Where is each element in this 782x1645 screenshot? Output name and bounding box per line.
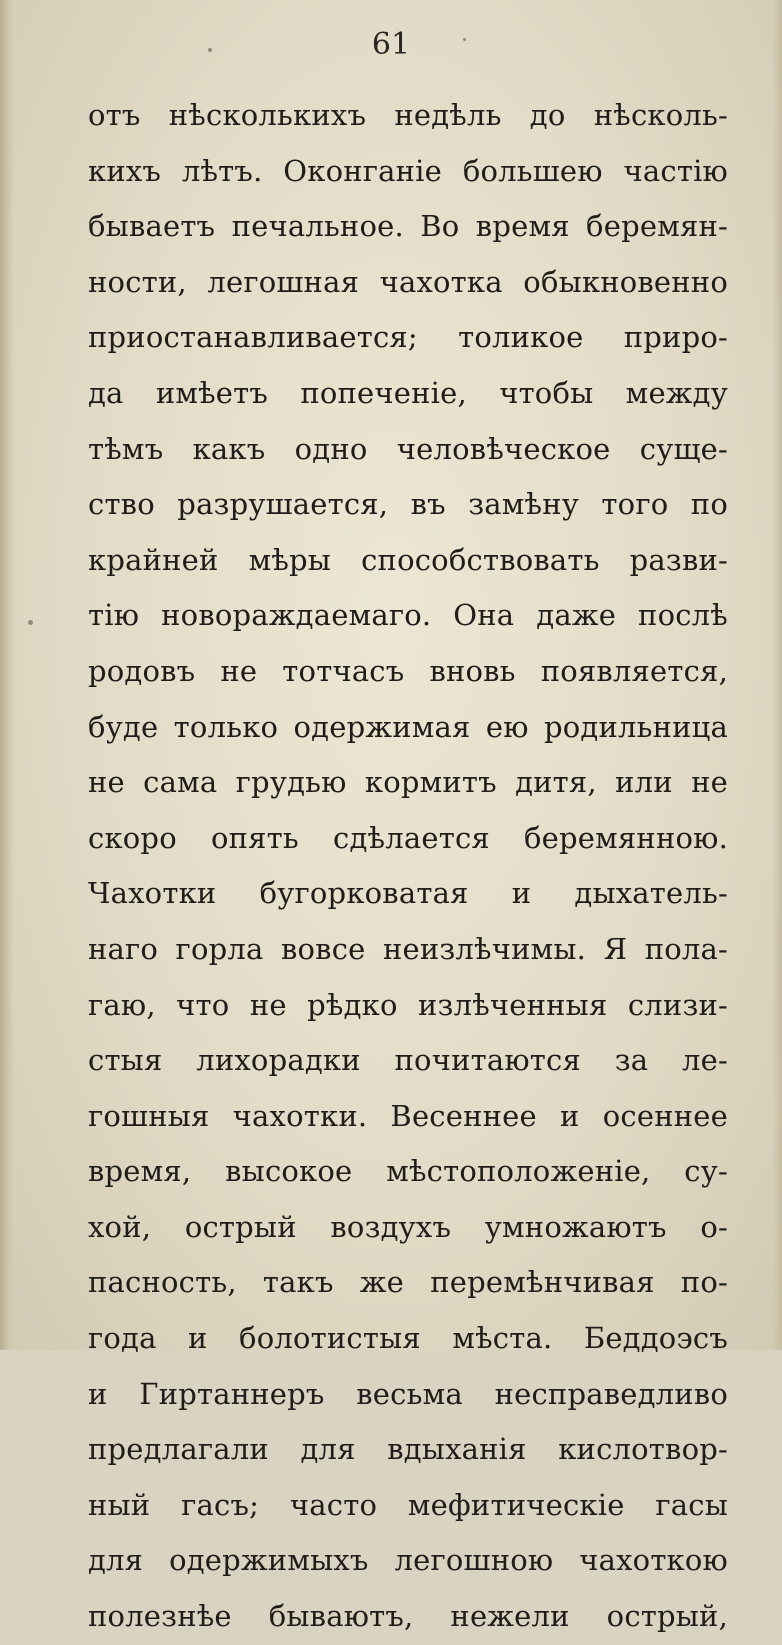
text-line: кихъ лѣтъ. Оконганіе большею частію bbox=[88, 153, 728, 188]
text-line: буде только одержимая ею родильница bbox=[88, 709, 728, 744]
text-line: наго горла вовсе неизлѣчимы. Я пола- bbox=[88, 931, 728, 966]
text-line: хой, острый воздухъ умножаютъ о- bbox=[88, 1209, 728, 1244]
text-line: и Гиртаннеръ весьма несправедливо bbox=[88, 1376, 728, 1411]
text-line: пасность, такъ же перемѣнчивая по- bbox=[88, 1265, 728, 1300]
text-line: ный гасъ; часто мефитическіе гасы bbox=[88, 1487, 728, 1522]
text-line: время, высокое мѣстоположеніе, су- bbox=[88, 1154, 728, 1189]
text-line: родовъ не тотчасъ вновь появляется, bbox=[88, 653, 728, 688]
page-edge-shadow bbox=[772, 0, 782, 1350]
text-line: Чахотки бугорковатая и дыхатель- bbox=[88, 876, 728, 911]
body-text bbox=[88, 88, 728, 1645]
text-line: приостанавливается; толикое приро- bbox=[88, 320, 728, 355]
text-line: гаю, что не рѣдко излѣченныя слизи- bbox=[88, 987, 728, 1022]
text-line: тѣмъ какъ одно человѣческое суще- bbox=[88, 431, 728, 466]
text-line: ство разрушается, въ замѣну того по bbox=[88, 487, 728, 522]
text-line: ности, легошная чахотка обыкновенно bbox=[88, 264, 728, 299]
text-line: тію новораждаемаго. Она даже послѣ bbox=[88, 598, 728, 633]
text-line: года и болотистыя мѣста. Беддоэсъ bbox=[88, 1321, 728, 1356]
text-line: стыя лихорадки почитаются за ле- bbox=[88, 1043, 728, 1078]
page-number: 61 bbox=[371, 27, 411, 62]
text-line: крайней мѣры способствовать разви- bbox=[88, 542, 728, 577]
text-line: гошныя чахотки. Весеннее и осеннее bbox=[88, 1098, 728, 1133]
text-line: полезнѣе бываютъ, нежели острый, bbox=[88, 1599, 728, 1634]
text-line: бываетъ печальное. Во время беремян- bbox=[88, 209, 728, 244]
text-line: отъ нѣсколькихъ недѣль до нѣсколь- bbox=[88, 98, 728, 132]
text-line: да имѣетъ попеченіе, чтобы между bbox=[88, 375, 728, 410]
text-line: для одержимыхъ легошною чахоткою bbox=[88, 1543, 728, 1578]
paper-speck bbox=[28, 620, 33, 625]
text-line: не сама грудью кормитъ дитя, или не bbox=[88, 765, 728, 800]
text-line: скоро опять сдѣлается беремянною. bbox=[88, 820, 728, 855]
text-line: предлагали для вдыханія кислотвор- bbox=[88, 1432, 728, 1467]
page-binding-shadow bbox=[0, 0, 14, 1350]
